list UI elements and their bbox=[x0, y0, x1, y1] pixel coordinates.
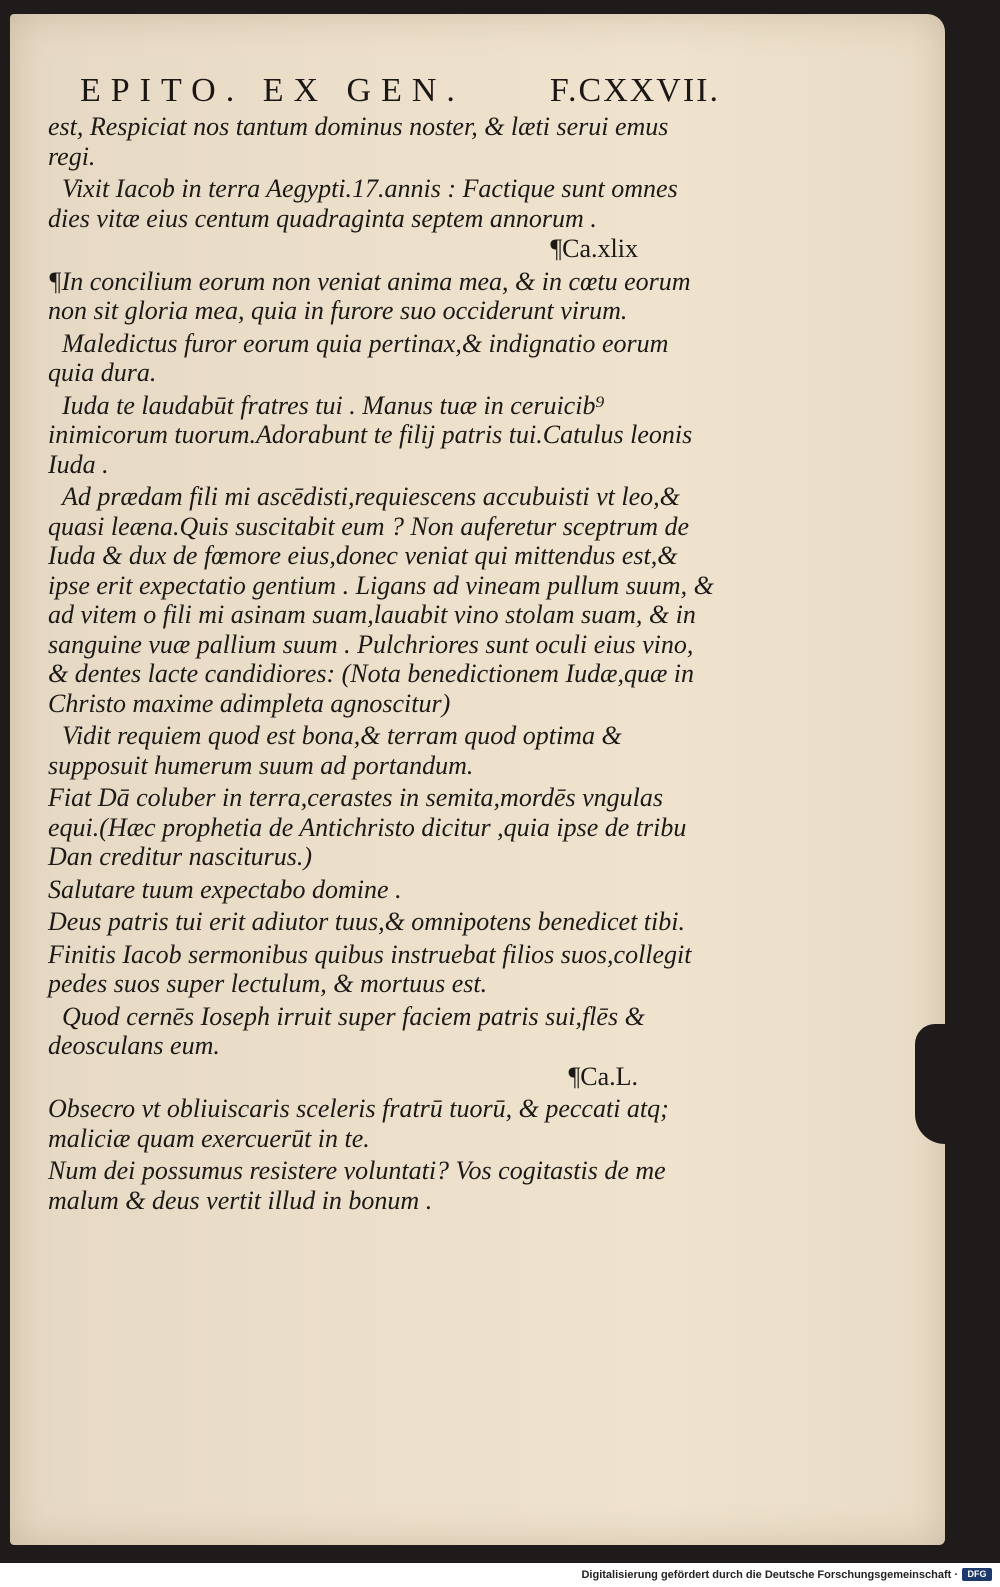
paragraph: Salutare tuum expectabo domine . bbox=[48, 874, 402, 904]
body-text bbox=[48, 112, 720, 1218]
paragraph: Obsecro vt obliuiscaris sceleris fratrū tuorū, & peccati atq; maliciæ quam exercuerūt in te. bbox=[48, 1094, 669, 1153]
paragraph: Quod cernēs Ioseph irruit super faciem patris sui,flēs & deosculans eum. bbox=[48, 1001, 645, 1060]
paragraph: Iuda te laudabūt fratres tui . Manus tuæ in ceruicib⁹ inimicorum tuorum.Adorabunt te filij patris tui.Catulus leonis Iuda . bbox=[48, 390, 693, 479]
paragraph: est, Respiciat nos tantum dominus noster, & læti serui emus regi. bbox=[48, 112, 669, 171]
footer-bar bbox=[0, 1563, 1000, 1587]
paragraph: Vixit Iacob in terra Aegypti.17.annis : Factique sunt omnes dies vitæ eius centum quadraginta septem annorum . bbox=[48, 174, 678, 233]
funding-notice: Digitalisierung gefördert durch die Deutsche Forschungsgemeinschaft · bbox=[581, 1569, 958, 1581]
paragraph: Fiat Dā coluber in terra,cerastes in semita,mordēs vngulas equi.(Hæc prophetia de Antichristo dicitur ,quia ipse de tribu Dan creditur nasciturus.) bbox=[48, 783, 687, 871]
paragraph: Maledictus furor eorum quia pertinax,& indignatio eorum quia dura. bbox=[48, 328, 669, 387]
running-head-title: EPITO. EX GEN. bbox=[80, 72, 465, 109]
chapter-marker: ¶Ca.L. bbox=[568, 1061, 638, 1091]
paragraph: Finitis Iacob sermonibus quibus instruebat filios suos,collegit pedes suos super lectulum, & mortuus est. bbox=[48, 939, 692, 998]
running-head bbox=[80, 72, 720, 110]
paragraph: Deus patris tui erit adiutor tuus,& omnipotens benedicet tibi. bbox=[48, 907, 685, 936]
paragraph: Vidit requiem quod est bona,& terram quod optima & supposuit humerum suum ad portandum. bbox=[48, 721, 622, 780]
folio-number: F.CXXVII. bbox=[549, 72, 720, 109]
paragraph: Num dei possumus resistere voluntati? Vos cogitastis de me malum & deus vertit illud in bonum . bbox=[48, 1156, 666, 1215]
paragraph: Ad prædam fili mi ascēdisti,requiescens accubuisti vt leo,& quasi leæna.Quis suscitabit eum ? Non auferetur sceptrum de Iuda & dux de fœmore eius,donec veniat qui mittendus est,& ipse erit expectatio gentium . Ligans ad vineam pullum suum, & ad vitem o fili mi asinam suam,lauabit vino stolam suam, & in sanguine vuæ pallium suum . Pulchriores sunt oculi eius vino, & dentes lacte candidiores: (Nota benedictionem Iudæ,quæ in Christo maxime adimpleta agnoscitur) bbox=[48, 482, 714, 718]
chapter-marker: ¶Ca.xlix bbox=[550, 234, 638, 263]
dfg-logo: DFG bbox=[962, 1568, 992, 1581]
paragraph: ¶In concilium eorum non veniat anima mea, & in cœtu eorum non sit gloria mea, quia in furore suo occiderunt virum. bbox=[48, 266, 691, 325]
